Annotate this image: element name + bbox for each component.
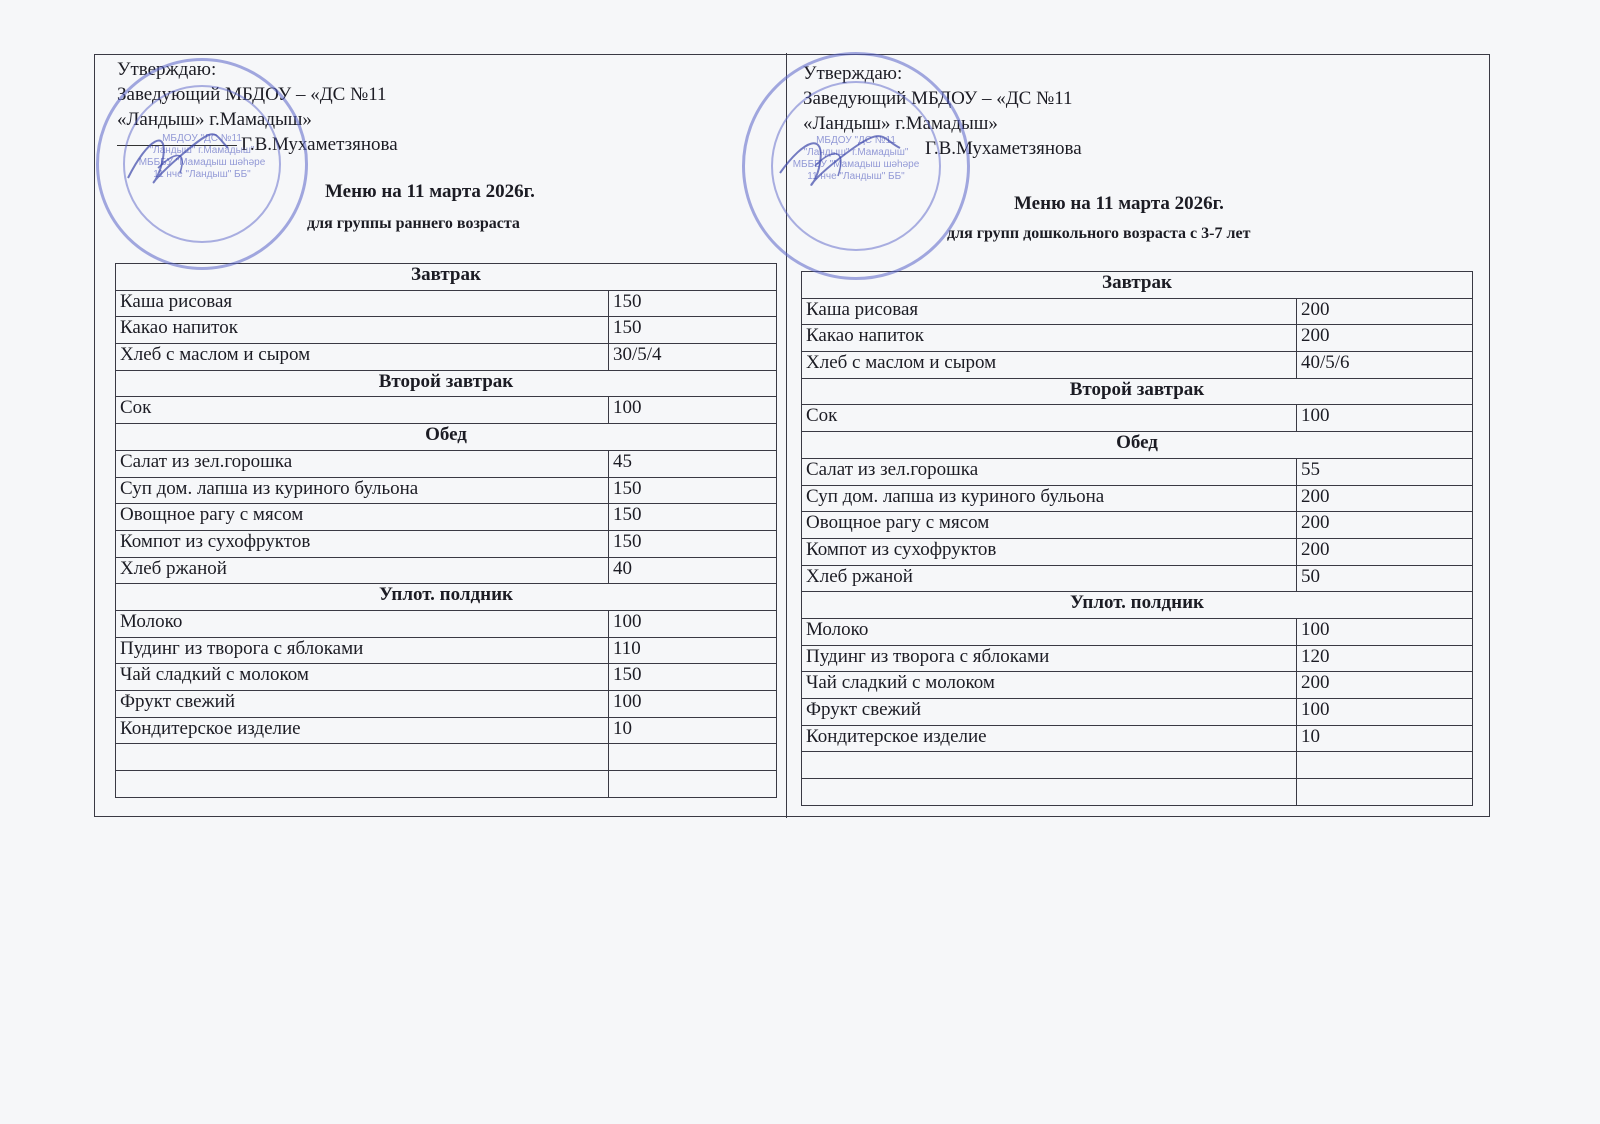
dish-name bbox=[116, 771, 609, 798]
approval-signer-line bbox=[803, 136, 1082, 161]
table-row bbox=[116, 344, 777, 371]
dish-name: Хлеб ржаной bbox=[116, 557, 609, 584]
approval-organization: «Ландыш» г.Мамадыш» bbox=[803, 113, 998, 134]
section-header-row bbox=[802, 592, 1473, 619]
portion-value: 150 bbox=[609, 664, 777, 691]
dish-name: Пудинг из творога с яблоками bbox=[802, 645, 1297, 672]
portion-value: 150 bbox=[609, 290, 777, 317]
stamp-text-line: МБББУ "Мамадыш шәһәре bbox=[792, 159, 920, 170]
dish-name bbox=[116, 744, 609, 771]
dish-name: Хлеб ржаной bbox=[802, 565, 1297, 592]
section-header-row bbox=[116, 264, 777, 291]
table-row bbox=[802, 352, 1473, 379]
table-row bbox=[802, 405, 1473, 432]
dish-name: Кондитерское изделие bbox=[116, 717, 609, 744]
dish-name: Компот из сухофруктов bbox=[802, 538, 1297, 565]
stamp-text-line: "Ландыш" г.Мамадыш" bbox=[149, 145, 255, 156]
portion-value: 200 bbox=[1297, 298, 1473, 325]
dish-name: Чай сладкий с молоком bbox=[802, 672, 1297, 699]
menu-subtitle: для группы раннего возраста bbox=[307, 215, 520, 232]
portion-value: 200 bbox=[1297, 325, 1473, 352]
table-row bbox=[116, 771, 777, 798]
dish-name: Каша рисовая bbox=[802, 298, 1297, 325]
portion-value: 45 bbox=[609, 450, 777, 477]
portion-value: 10 bbox=[609, 717, 777, 744]
stamp-text-line: МБДОУ "ДС №11 bbox=[816, 135, 896, 146]
table-row bbox=[116, 504, 777, 531]
table-row bbox=[116, 744, 777, 771]
dish-name: Салат из зел.горошка bbox=[116, 450, 609, 477]
portion-value bbox=[609, 744, 777, 771]
table-row bbox=[116, 610, 777, 637]
approval-signer: Г.В.Мухаметзянова bbox=[925, 138, 1082, 159]
stamp-text-line: 11 нче "Ландыш" ББ" bbox=[807, 171, 905, 182]
approval-position: Заведующий МБДОУ – «ДС №11 bbox=[117, 84, 387, 105]
approval-signer-line bbox=[117, 132, 398, 157]
portion-value bbox=[1297, 779, 1473, 806]
table-row bbox=[116, 637, 777, 664]
portion-value: 150 bbox=[609, 530, 777, 557]
portion-value: 100 bbox=[1297, 618, 1473, 645]
portion-value: 100 bbox=[609, 397, 777, 424]
section-header-row bbox=[116, 584, 777, 611]
table-row bbox=[802, 325, 1473, 352]
table-row bbox=[116, 664, 777, 691]
table-row bbox=[802, 458, 1473, 485]
dish-name: Компот из сухофруктов bbox=[116, 530, 609, 557]
dish-name: Фрукт свежий bbox=[116, 691, 609, 718]
dish-name: Молоко bbox=[802, 618, 1297, 645]
menu-sheet bbox=[94, 54, 1490, 817]
table-row bbox=[116, 477, 777, 504]
portion-value: 40 bbox=[609, 557, 777, 584]
dish-name: Фрукт свежий bbox=[802, 699, 1297, 726]
table-row bbox=[802, 645, 1473, 672]
approval-block bbox=[117, 57, 398, 157]
table-row bbox=[116, 691, 777, 718]
dish-name: Овощное рагу с мясом bbox=[116, 504, 609, 531]
table-row bbox=[116, 450, 777, 477]
table-row bbox=[116, 717, 777, 744]
table-row bbox=[802, 618, 1473, 645]
table-row bbox=[802, 565, 1473, 592]
menu-table bbox=[115, 263, 777, 798]
stamp-text-line: "Ландыш" г.Мамадыш" bbox=[803, 147, 909, 158]
portion-value: 150 bbox=[609, 504, 777, 531]
portion-value: 30/5/4 bbox=[609, 344, 777, 371]
portion-value: 120 bbox=[1297, 645, 1473, 672]
section-header-row bbox=[802, 432, 1473, 459]
table-row bbox=[116, 290, 777, 317]
portion-value: 10 bbox=[1297, 725, 1473, 752]
dish-name: Пудинг из творога с яблоками bbox=[116, 637, 609, 664]
dish-name: Сок bbox=[802, 405, 1297, 432]
portion-value bbox=[609, 771, 777, 798]
portion-value: 200 bbox=[1297, 538, 1473, 565]
dish-name: Молоко bbox=[116, 610, 609, 637]
section-title: Уплот. полдник bbox=[802, 592, 1473, 619]
dish-name: Каша рисовая bbox=[116, 290, 609, 317]
dish-name: Какао напиток bbox=[802, 325, 1297, 352]
portion-value: 200 bbox=[1297, 672, 1473, 699]
portion-value: 40/5/6 bbox=[1297, 352, 1473, 379]
approval-organization: «Ландыш» г.Мамадыш» bbox=[117, 109, 312, 130]
portion-value: 200 bbox=[1297, 485, 1473, 512]
section-title: Обед bbox=[116, 424, 777, 451]
portion-value: 110 bbox=[609, 637, 777, 664]
table-row bbox=[116, 397, 777, 424]
table-row bbox=[116, 557, 777, 584]
dish-name: Хлеб с маслом и сыром bbox=[802, 352, 1297, 379]
dish-name: Суп дом. лапша из куриного бульона bbox=[116, 477, 609, 504]
portion-value: 100 bbox=[1297, 405, 1473, 432]
approval-heading: Утверждаю: bbox=[117, 59, 217, 80]
stamp-text-line: МБДОУ "ДС №11 bbox=[162, 133, 242, 144]
portion-value bbox=[1297, 752, 1473, 779]
table-row bbox=[802, 779, 1473, 806]
approval-position: Заведующий МБДОУ – «ДС №11 bbox=[803, 88, 1073, 109]
portion-value: 50 bbox=[1297, 565, 1473, 592]
table-row bbox=[802, 485, 1473, 512]
dish-name: Кондитерское изделие bbox=[802, 725, 1297, 752]
stamp-text-line: МБББУ "Мамадыш шәһәре bbox=[138, 157, 266, 168]
section-title: Второй завтрак bbox=[116, 370, 777, 397]
menu-table bbox=[801, 271, 1473, 806]
section-title: Обед bbox=[802, 432, 1473, 459]
dish-name bbox=[802, 779, 1297, 806]
menu-title: Меню на 11 марта 2026г. bbox=[325, 181, 535, 202]
portion-value: 150 bbox=[609, 317, 777, 344]
approval-block bbox=[803, 61, 1082, 161]
menu-title: Меню на 11 марта 2026г. bbox=[1014, 193, 1224, 214]
portion-value: 100 bbox=[609, 691, 777, 718]
dish-name: Салат из зел.горошка bbox=[802, 458, 1297, 485]
dish-name: Чай сладкий с молоком bbox=[116, 664, 609, 691]
dish-name: Какао напиток bbox=[116, 317, 609, 344]
portion-value: 55 bbox=[1297, 458, 1473, 485]
section-title: Второй завтрак bbox=[802, 378, 1473, 405]
dish-name: Овощное рагу с мясом bbox=[802, 512, 1297, 539]
section-title: Уплот. полдник bbox=[116, 584, 777, 611]
section-header-row bbox=[802, 378, 1473, 405]
stamp-text-line: 11 нче "Ландыш" ББ" bbox=[153, 169, 251, 180]
portion-value: 100 bbox=[609, 610, 777, 637]
dish-name: Хлеб с маслом и сыром bbox=[116, 344, 609, 371]
table-row bbox=[802, 298, 1473, 325]
table-row bbox=[116, 530, 777, 557]
table-row bbox=[802, 512, 1473, 539]
portion-value: 150 bbox=[609, 477, 777, 504]
portion-value: 200 bbox=[1297, 512, 1473, 539]
approval-signer: Г.В.Мухаметзянова bbox=[241, 134, 398, 155]
portion-value: 100 bbox=[1297, 699, 1473, 726]
menu-subtitle: для групп дошкольного возраста с 3-7 лет bbox=[947, 225, 1251, 242]
table-row bbox=[802, 752, 1473, 779]
section-header-row bbox=[116, 424, 777, 451]
table-row bbox=[802, 699, 1473, 726]
dish-name: Суп дом. лапша из куриного бульона bbox=[802, 485, 1297, 512]
table-row bbox=[802, 538, 1473, 565]
signature-line bbox=[117, 145, 237, 146]
sheet-divider bbox=[786, 53, 787, 818]
section-title: Завтрак bbox=[802, 272, 1473, 299]
table-row bbox=[802, 725, 1473, 752]
dish-name bbox=[802, 752, 1297, 779]
table-row bbox=[802, 672, 1473, 699]
section-header-row bbox=[802, 272, 1473, 299]
section-title: Завтрак bbox=[116, 264, 777, 291]
dish-name: Сок bbox=[116, 397, 609, 424]
approval-heading: Утверждаю: bbox=[803, 63, 903, 84]
table-row bbox=[116, 317, 777, 344]
section-header-row bbox=[116, 370, 777, 397]
